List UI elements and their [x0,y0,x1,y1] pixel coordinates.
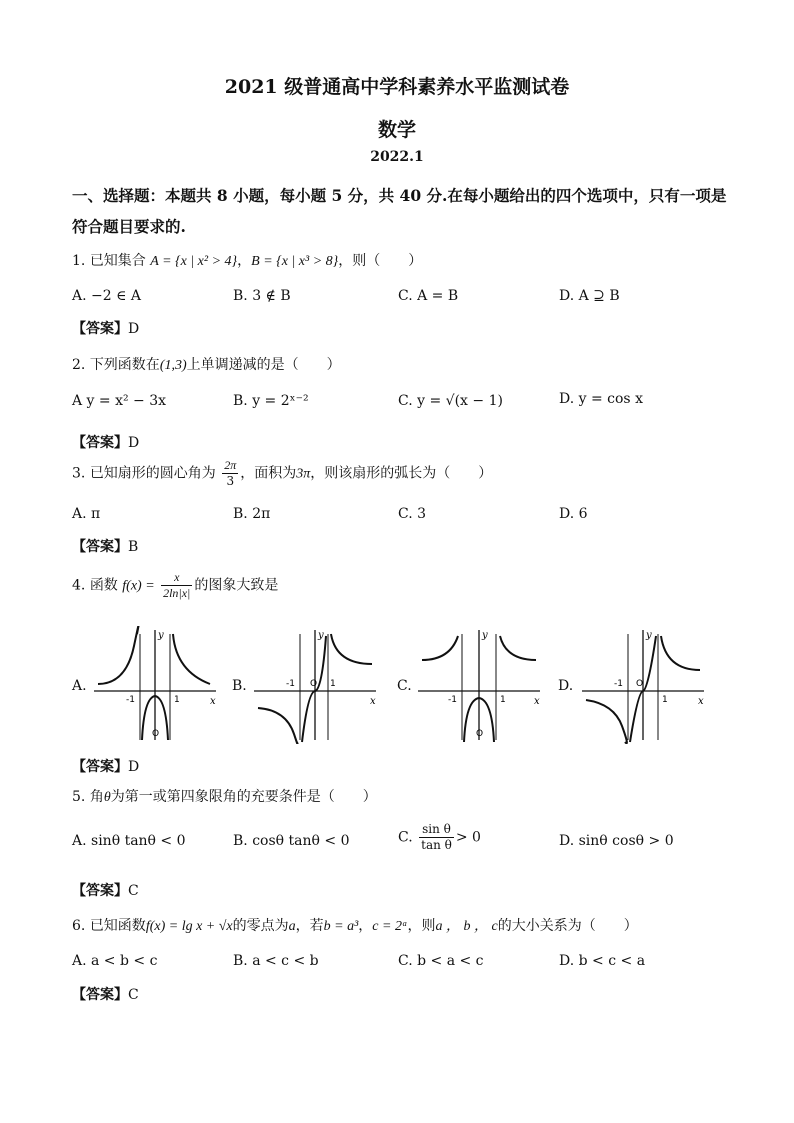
question-stem-mid: ，则 [407,918,436,934]
fraction-denominator: 2ln|x| [163,586,191,600]
question-number: 5. [72,789,86,805]
option-a: A y = x² − 3x [72,393,167,409]
axis-label-y: y [646,630,652,641]
option-b: B. y = 2ˣ⁻² [233,393,309,409]
question-stem: 已知函数 [89,918,146,934]
tick-label-pos1: 1 [174,695,180,705]
function-expression: f(x) = lg x + √x [145,919,233,934]
question-number: 4. [72,577,86,594]
section-heading: 一、选择题：本题共 8 小题，每小题 5 分，共 40 分.在每小题给出的四个选项中，只有一项是符合题目要求的. [72,186,727,236]
graph-option-b [250,626,380,744]
set-b: B = {x | x³ > 8} [251,254,339,269]
axis-label-x: x [534,696,540,707]
answer-tag: 【答案】 [72,987,128,1003]
option-d: D. b < c < a [559,953,646,969]
answer-value: C [128,883,139,899]
question-number: 2. [72,357,86,373]
answer-value: D [128,759,140,775]
question-stem-mid: 的零点为 [232,918,289,934]
question-number: 1. [72,253,86,269]
option-b: B. a < c < b [233,953,319,969]
option-a: A. [72,678,87,694]
fraction-numerator: sin θ [419,822,454,838]
function-lhs: f(x) = [122,578,155,594]
axis-label-y: y [482,630,488,641]
answer-3 [72,536,138,556]
fraction-numerator: x [161,570,192,586]
answer-tag: 【答案】 [72,321,128,337]
question-1 [72,250,422,270]
question-stem-tail: 上单调递减的是（ ） [186,357,341,373]
area-value: 3π [296,466,311,482]
option-b: B. 3 ∉ B [233,288,291,304]
option-c: C. b < a < c [398,953,484,969]
var-a: a [288,919,296,934]
option-c: C. 3 [398,506,427,522]
question-2 [72,354,341,374]
question-number: 3. [72,465,86,482]
axis-label-o: O [636,679,644,689]
tick-label-neg1: -1 [126,695,135,705]
answer-tag: 【答案】 [72,435,128,451]
option-c: C. [397,678,412,694]
option-d: D. A ⊇ B [559,288,620,304]
option-d: D. [558,678,574,694]
subject-title: 数学 [377,119,416,141]
separator: ， [237,253,252,269]
axis-label-x: x [698,696,704,707]
option-a: A. −2 ∈ A [72,288,142,304]
fraction-denominator: 3 [226,474,235,488]
tick-label-pos1: 1 [330,679,336,689]
angle-fraction [222,458,238,489]
function-fraction [161,570,192,601]
interval: (1,3) [159,358,187,373]
answer-2 [72,432,139,452]
option-d: D. y = cos x [559,391,643,407]
question-stem-tail: 的大小关系为（ ） [497,918,638,934]
question-stem: 角 [89,789,104,805]
question-6: 6. 已知函数f(x) = lg x + √x的零点为a，若b = a³，c = 2ᵃ，则a ， b ， c的大小关系为（ ） [72,918,638,934]
option-a: A. π [72,506,101,522]
axis-label-o: O [476,729,484,739]
option-b: B. cosθ tanθ < 0 [233,833,350,849]
axis-label-x: x [210,696,216,707]
axis-label-y: y [158,630,164,641]
tick-label-pos1: 1 [662,695,668,705]
axis-label-x: x [370,696,376,707]
question-stem: 已知集合 [89,253,146,269]
answer-4 [72,756,139,776]
exam-title: 2021 级普通高中学科素养水平监测试卷 [224,76,570,98]
option-c-fraction [419,822,454,853]
b-definition: b = a³ [323,919,359,934]
graph-option-a [90,626,220,744]
set-a: A = {x | x² > 4} [150,254,238,269]
option-a: A. a < b < c [72,953,158,969]
option-c-relation: > 0 [455,829,481,846]
question-stem-tail: 为第一或第四象限角的充要条件是（ ） [110,789,377,805]
answer-5 [72,880,139,900]
option-c: C. y = √(x − 1) [398,393,503,409]
answer-value: D [128,435,140,451]
question-stem: 函数 [89,577,118,594]
question-stem-mid: ，面积为 [240,465,297,482]
option-a: A. sinθ tanθ < 0 [72,833,186,849]
option-d: D. sinθ cosθ > 0 [559,833,674,849]
graph-option-c [414,626,544,744]
option-c [398,822,481,853]
answer-1 [72,318,139,338]
graph-option-d [578,626,708,744]
answer-value: D [128,321,140,337]
option-c: C. A = B [398,288,459,304]
question-stem-tail: ，则该扇形的弧长为（ ） [310,465,493,482]
option-c-label: C. [398,829,413,846]
question-stem: 下列函数在 [89,357,160,373]
c-definition: c = 2ᵃ [372,919,408,934]
tick-label-neg1: -1 [448,695,457,705]
answer-tag: 【答案】 [72,539,128,555]
axis-label-o: O [152,729,160,739]
fraction-denominator: tan θ [421,838,452,852]
tick-label-pos1: 1 [500,695,506,705]
question-stem: 已知扇形的圆心角为 [89,465,216,482]
question-number: 6. [72,918,86,934]
question-stem-tail: 的图象大致是 [194,577,279,594]
answer-tag: 【答案】 [72,759,128,775]
axis-label-o: O [310,679,318,689]
answer-value: C [128,987,139,1003]
tick-label-neg1: -1 [614,679,623,689]
question-stem-mid: ，若 [295,918,324,934]
fraction-numerator: 2π [224,458,237,472]
option-b: B. [232,678,247,694]
question-5 [72,786,377,806]
question-4 [72,570,278,601]
answer-6 [72,984,139,1004]
option-d: D. 6 [559,506,588,522]
exam-date: 2022.1 [370,149,424,165]
question-3 [72,458,492,489]
option-b: B. 2π [233,506,271,522]
answer-tag: 【答案】 [72,883,128,899]
theta-symbol: θ [103,790,111,805]
abc-vars: a ， b ， c [435,919,498,934]
question-stem-tail: ，则（ ） [338,253,423,269]
tick-label-neg1: -1 [286,679,295,689]
answer-value: B [128,539,139,555]
axis-label-y: y [318,630,324,641]
